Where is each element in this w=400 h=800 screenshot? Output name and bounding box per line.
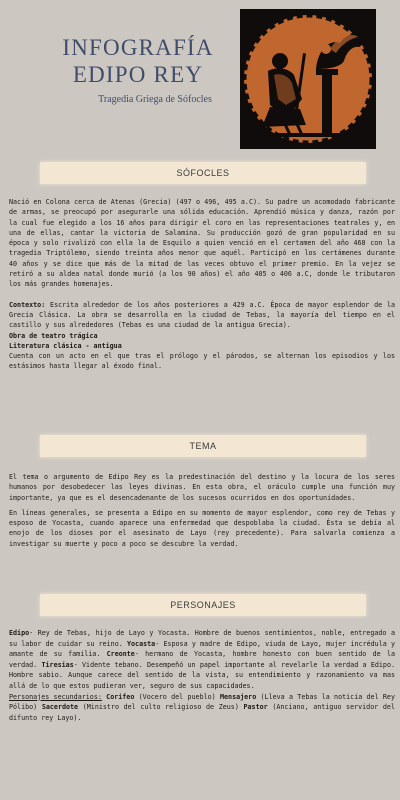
contexto-paragraph [9,300,395,331]
character-pastor: Pastor [243,703,268,712]
contexto-label: Contexto: [9,300,46,309]
character-mensajero: Mensajero [219,692,257,701]
section-heading-personajes: PERSONAJES [40,594,366,616]
secundarios-label: Personajes secundarios: [9,692,102,701]
page-title [48,34,228,88]
character-tiresias: Tiresias [41,660,74,669]
structure-text: Cuenta con un acto en el que tras el prólogo y el párodos, se alternan los episodios y los estásimos hasta llegar al éxodo final. [9,352,395,371]
contexto-text: Escrita alrededor de los años posteriores a 429 a.C. Época de mayor esplendor de la Grecia Clásica. La obra se desarrolla en la ciudad de Tebas, la mayoría del tiempo en el castillo y sus alrededores (Tebas es una ciudad de la antigua Grecia). [9,300,395,330]
section-heading-sofocles: SÓFOCLES [40,162,366,184]
character-creonte: Creonte [106,650,135,659]
character-yocasta: Yocasta [127,639,156,648]
personajes-principales: Edipo- Rey de Tebas, hijo de Layo y Yocasta. Hombre de buenos sentimientos, noble, entregado a su labor de cuidar su reino. Yocasta- Esposa y madre de Edipo, viuda de Layo, mujer incrédula y amante de su familia. Creonte- hermano de Yocasta, hombre honesto con buen sentido de la verdad. Tiresias- Vidente tebano. Desempeñó un papel importante al revelarle la verdad a Edipo. Hombre sabio. Aunque carece del sentido de la vista, su entendimiento y razonamiento va mas allá de lo que estos pudieran ver, seguro de sus capacidades. [9,629,396,690]
sofocles-section [9,197,395,372]
tema-paragraph-2: En líneas generales, se presenta a Edipo en su momento de mayor esplendor, como rey de Tebas y esposo de Yocasta, cuando aparece una enfermedad que despoblaba la ciudad. Ésta se debía al enojo de los dioses por el asesinato de Layo (rey precedente). Para salvarla comienza a investigar su muerte y poco a poco se descubre la verdad. [9,508,395,548]
character-edipo: Edipo [9,629,30,637]
personajes-section [9,628,395,723]
tema-paragraph-1: El tema o argumento de Edipo Rey es la predestinación del destino y la locura de los seres humanos por desobedecer las leyes divinas. En esta obra, el oráculo cumple una función muy importante, ya que es el desencadenante de los sucesos ocurridos en dos oportunidades. [9,473,395,502]
tema-section [9,472,395,549]
header [0,0,400,150]
genre-tragic: Obra de teatro trágica [9,331,98,340]
character-corifeo: Corifeo [106,692,135,701]
character-sacerdote: Sacerdote [41,703,79,712]
genre-classic: Literatura clásica - antigua [9,341,122,350]
page-subtitle: Tragedia Griega de Sófocles [98,94,212,105]
title-line-1: INFOGRAFÍA [62,35,214,60]
sofocles-bio: Nació en Colona cerca de Atenas (Grecia) (497 o 496, 495 a.C). Su padre un acomodado fabricante de armas, se preocupó por asegurarle una sólida educación. Aprendió música y danza, razón por la cual fue elegido a los 16 años para dirigir el coro en las representaciones teatrales y, en una de ellas, cantar la victoria de Salamina. Su producción gozó de gran popularidad en su época y solo rivalizó con ella la de Esquilo a quien venció en el certamen del año 468 con la tragedia Triptólemo, siendo treinta años menor que aquél. Participó en los certámenes durante 40 años y se dice que más de la mitad de las veces obtuvo el primer premio. En la vejez se retiró a su aldea natal donde murió (a los 90 años) el año 405 o 406 a.C, donde le tributaron los más grandes homenajes. [9,198,395,289]
personajes-secundarios: Personajes secundarios: Corifeo (Vocero del pueblo) Mensajero (Lleva a Tebas la noticia del Rey Pólibo) Sacerdote (Ministro del culto religioso de Zeus) Pastor (Anciano, antiguo servidor del difunto rey Layo). [9,692,395,722]
title-line-2: EDIPO REY [72,62,204,87]
section-heading-tema: TEMA [40,435,366,457]
greek-vase-painting-icon [240,9,376,149]
